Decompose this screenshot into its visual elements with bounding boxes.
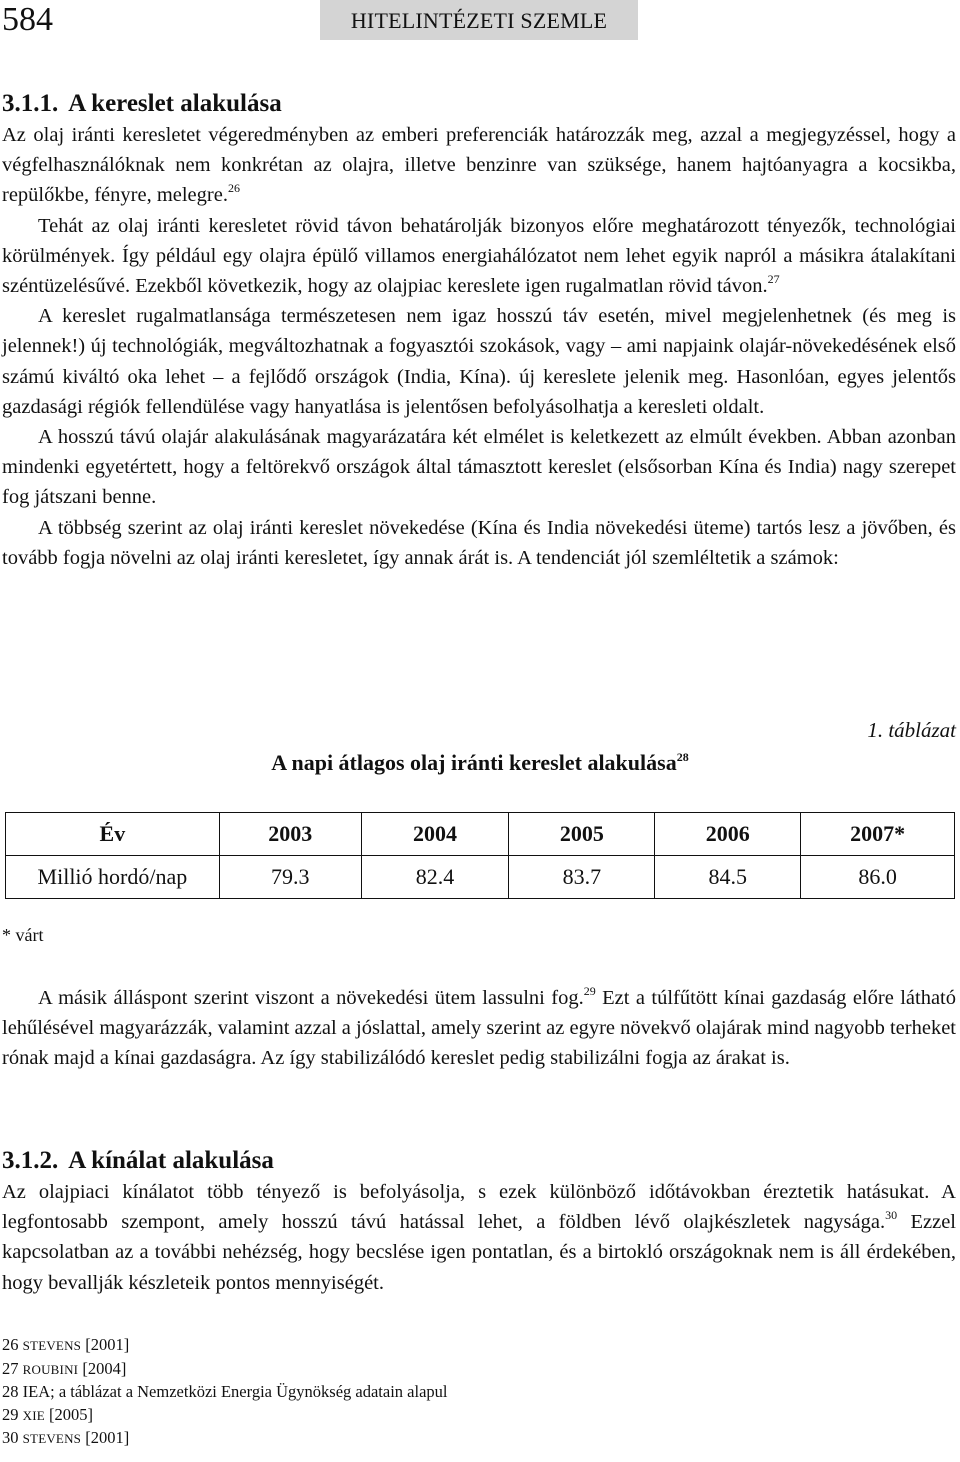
- footnote-text: [2004]: [78, 1358, 127, 1378]
- footnote-item: [2, 1358, 447, 1382]
- paragraph-text: Az olaj iránti keresletet végeredményben az emberi preferenciák határozzák meg, azzal a megjegyzéssel, hogy a végfelhasználóknak nem konkrétan az olajra, illetve benzinre van szüksége, hanem hajtóanyagra a kocsikba, repülőkbe, fényre, melegre.: [2, 124, 956, 207]
- paragraph-1: [2, 120, 956, 211]
- table-title: [0, 750, 960, 776]
- table-header-cell: 2003: [219, 813, 361, 856]
- page-number: 584: [2, 1, 53, 38]
- table-header-cell: Év: [6, 813, 220, 856]
- section-supply: [2, 1145, 956, 1298]
- footnote-ref[interactable]: 26: [227, 181, 240, 196]
- section-demand: [2, 88, 956, 573]
- footnote-item: [2, 1427, 447, 1451]
- section-heading-supply: [2, 1145, 956, 1177]
- footnote-number: 29: [2, 1404, 19, 1424]
- paragraph-text: Ezt a túlfűtött kínai gazdaság előre látható lehűlésével magyarázzák, valamint azzal a jóslattal, amely szerint az egyre növekvő olajárak mind nagyobb terheket rónak majd a kínai gazdaságra. Az így stabilizálódó kereslet pedig stabilizálni fogja az árakat is.: [2, 987, 957, 1070]
- table-label: 1. táblázat: [867, 718, 956, 742]
- footnote-item: [2, 1334, 447, 1358]
- footnote-ref[interactable]: 28: [676, 750, 689, 764]
- footnote-ref[interactable]: 27: [767, 272, 780, 287]
- table-header-cell: 2005: [509, 813, 655, 856]
- footnote-text: [2001]: [81, 1428, 130, 1447]
- footnote-text: [2001]: [81, 1335, 130, 1354]
- section-title: A kínálat alakulása: [68, 1147, 274, 1174]
- paragraph-text: Az olajpiaci kínálatot több tényező is befolyásolja, s ezek különböző időtávokban éreztetik hatásukat. A legfontosabb szempont, amely hosszú távú hatással lehet, a földben lévő olajkészletek nagysága.: [2, 1181, 956, 1234]
- table-cell: 79.3: [219, 856, 361, 899]
- footnote-number: 26: [2, 1335, 19, 1354]
- table-header-cell: 2006: [655, 813, 801, 856]
- table-cell: Millió hordó/nap: [6, 856, 220, 899]
- paragraph-text: A másik álláspont szerint viszont a növekedési ütem lassulni fog.: [38, 987, 584, 1009]
- paragraph-5: A többség szerint az olaj iránti kereslet növekedése (Kína és India növekedési üteme) tartós lesz a jövőben, és tovább fogja növelni az olaj iránti keresletet, így annak árát is. A tendenciát jól szemléltetik a számok:: [2, 516, 956, 569]
- paragraph-7: [2, 1177, 956, 1298]
- footnote-author: ROUBINI: [22, 1361, 79, 1377]
- journal-title: HITELINTÉZETI SZEMLE: [320, 0, 638, 40]
- table-title-text: A napi átlagos olaj iránti kereslet alakulása: [271, 750, 677, 775]
- paragraph-4: A hosszú távú olajár alakulásának magyarázatára két elmélet is keletkezett az elmúlt években. Abban azonban mindenki egyetértett, hogy a feltörekvő országok által támasztott kereslet (elsősorban Kína és India) nagy szerepet fog játszani benne.: [2, 426, 956, 509]
- table-cell: 83.7: [509, 856, 655, 899]
- table-cell: 86.0: [801, 856, 955, 899]
- table-cell: 82.4: [361, 856, 509, 899]
- demand-table: [5, 812, 955, 899]
- footnote-text: IEA; a táblázat a Nemzetközi Energia Ügynökség adatain alapul: [22, 1382, 448, 1401]
- section-demand-continued: [2, 983, 956, 1074]
- footnote-ref[interactable]: 29: [583, 984, 596, 998]
- paragraph-3: A kereslet rugalmatlansága természetesen nem igaz hosszú táv esetén, mivel megjelenhetnek (és meg is jelennek!) új technológiák, megváltozhatnak a fogyasztói szokások, vagy – ami napjaink olajár-növekedésének első számú kiváltó oka lehet – a fejlődő országok (India, Kína). új kereslete jelenik meg. Hasonlóan, egyes jelentős gazdasági régiók fellendülése vagy hanyatlása is jelentősen befolyásolhatja a keresleti oldalt.: [2, 305, 956, 418]
- footnote-number: 28: [2, 1382, 19, 1401]
- table-header-cell: 2004: [361, 813, 509, 856]
- footnote-author: STEVENS: [22, 1338, 82, 1353]
- footnote-text: [2005]: [44, 1404, 94, 1424]
- footnotes: [2, 1334, 447, 1451]
- footnote-author: STEVENS: [22, 1431, 82, 1446]
- section-title: A kereslet alakulása: [68, 90, 282, 117]
- paragraph-text: Tehát az olaj iránti keresletet rövid távon behatárolják bizonyos előre meghatározott tényezők, technológiai körülmények. Így például egy olajra épülő villamos energiahálózatot nem lehet egyik napról a másikra átalakítani széntüzelésűvé. Ezekből következik, hogy az olajpiac kereslete igen rugalmatlan rövid távon.: [2, 214, 956, 298]
- section-number: 3.1.1.: [2, 90, 59, 117]
- table-note: * várt: [2, 925, 44, 945]
- table-row: [6, 856, 955, 899]
- footnote-number: 30: [2, 1428, 19, 1447]
- footnote-ref[interactable]: 30: [885, 1208, 898, 1223]
- footnote-author: XIE: [22, 1407, 45, 1423]
- paragraph-2: [2, 211, 956, 302]
- table-header-cell: 2007*: [801, 813, 955, 856]
- section-heading-demand: [2, 88, 956, 120]
- table-cell: 84.5: [655, 856, 801, 899]
- paragraph-text: Ezzel kapcsolatban az a további nehézség, hogy becslése igen pontatlan, és a birtokló országoknak nem is áll érdekében, hogy bevallják készleteik pontos mennyiségét.: [2, 1211, 956, 1294]
- section-number: 3.1.2.: [2, 1147, 59, 1174]
- table-header-row: [6, 813, 955, 856]
- paragraph-6: [2, 983, 956, 1074]
- footnote-item: [2, 1381, 447, 1404]
- footnote-item: [2, 1404, 447, 1428]
- footnote-number: 27: [2, 1358, 19, 1378]
